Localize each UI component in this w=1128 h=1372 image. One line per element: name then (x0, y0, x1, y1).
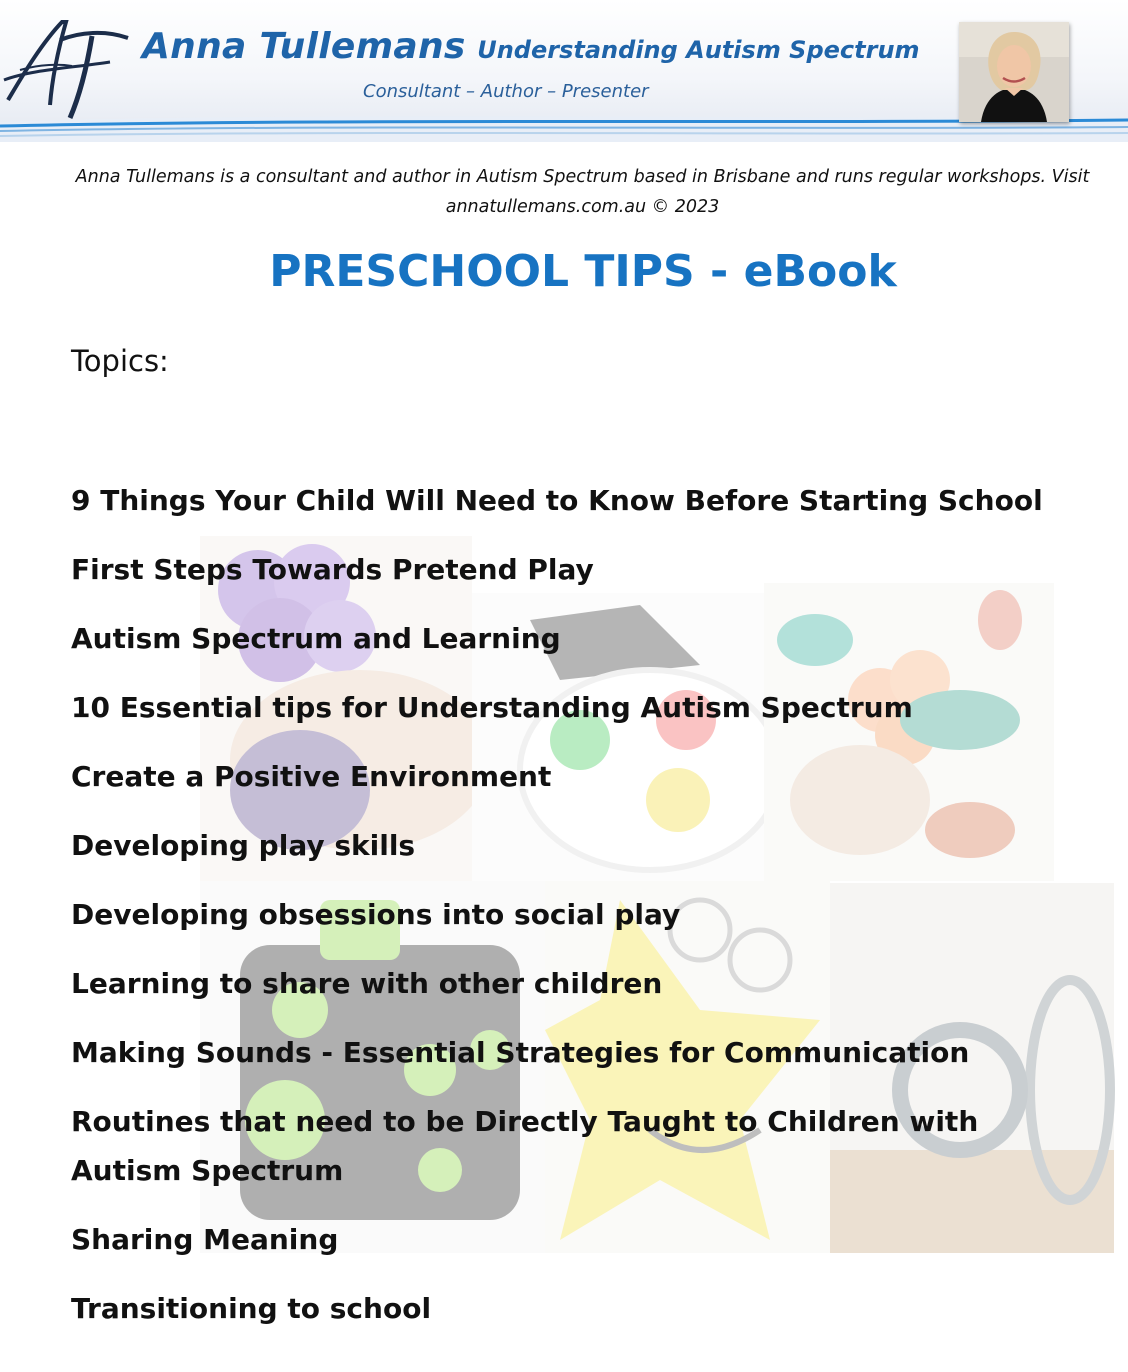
topic-item: Learning to share with other children (71, 967, 663, 1000)
topic-item: Developing obsessions into social play (71, 898, 681, 931)
page-title: PRESCHOOL TIPS - eBook (269, 246, 897, 297)
brand-subtitle: Consultant – Author – Presenter (363, 81, 649, 102)
intro-line-2: annatullemans.com.au © 2023 (445, 197, 720, 217)
topics-list (71, 476, 1071, 1353)
topic-item: Sharing Meaning (71, 1223, 339, 1256)
topic-item: 10 Essential tips for Understanding Autism Spectrum (71, 691, 913, 724)
topic-item: Transitioning to school (71, 1292, 432, 1325)
topic-item: Routines that need to be Directly Taught to Children with Autism Spectrum (71, 1105, 979, 1187)
topic-item: Autism Spectrum and Learning (71, 622, 561, 655)
topics-label: Topics: (71, 344, 169, 378)
topic-item: Developing play skills (71, 829, 416, 862)
topic-item: First Steps Towards Pretend Play (71, 553, 594, 586)
brand-name: Anna Tullemans (142, 26, 466, 67)
topic-item: Create a Positive Environment (71, 760, 552, 793)
topic-item: 9 Things Your Child Will Need to Know Before Starting School (71, 484, 1043, 517)
topic-item: Making Sounds - Essential Strategies for Communication (71, 1036, 970, 1069)
intro-line-1: Anna Tullemans is a consultant and author in Autism Spectrum based in Brisbane and runs regular workshops. Visit (75, 167, 1090, 187)
brand-tagline: Understanding Autism Spectrum (477, 36, 920, 64)
